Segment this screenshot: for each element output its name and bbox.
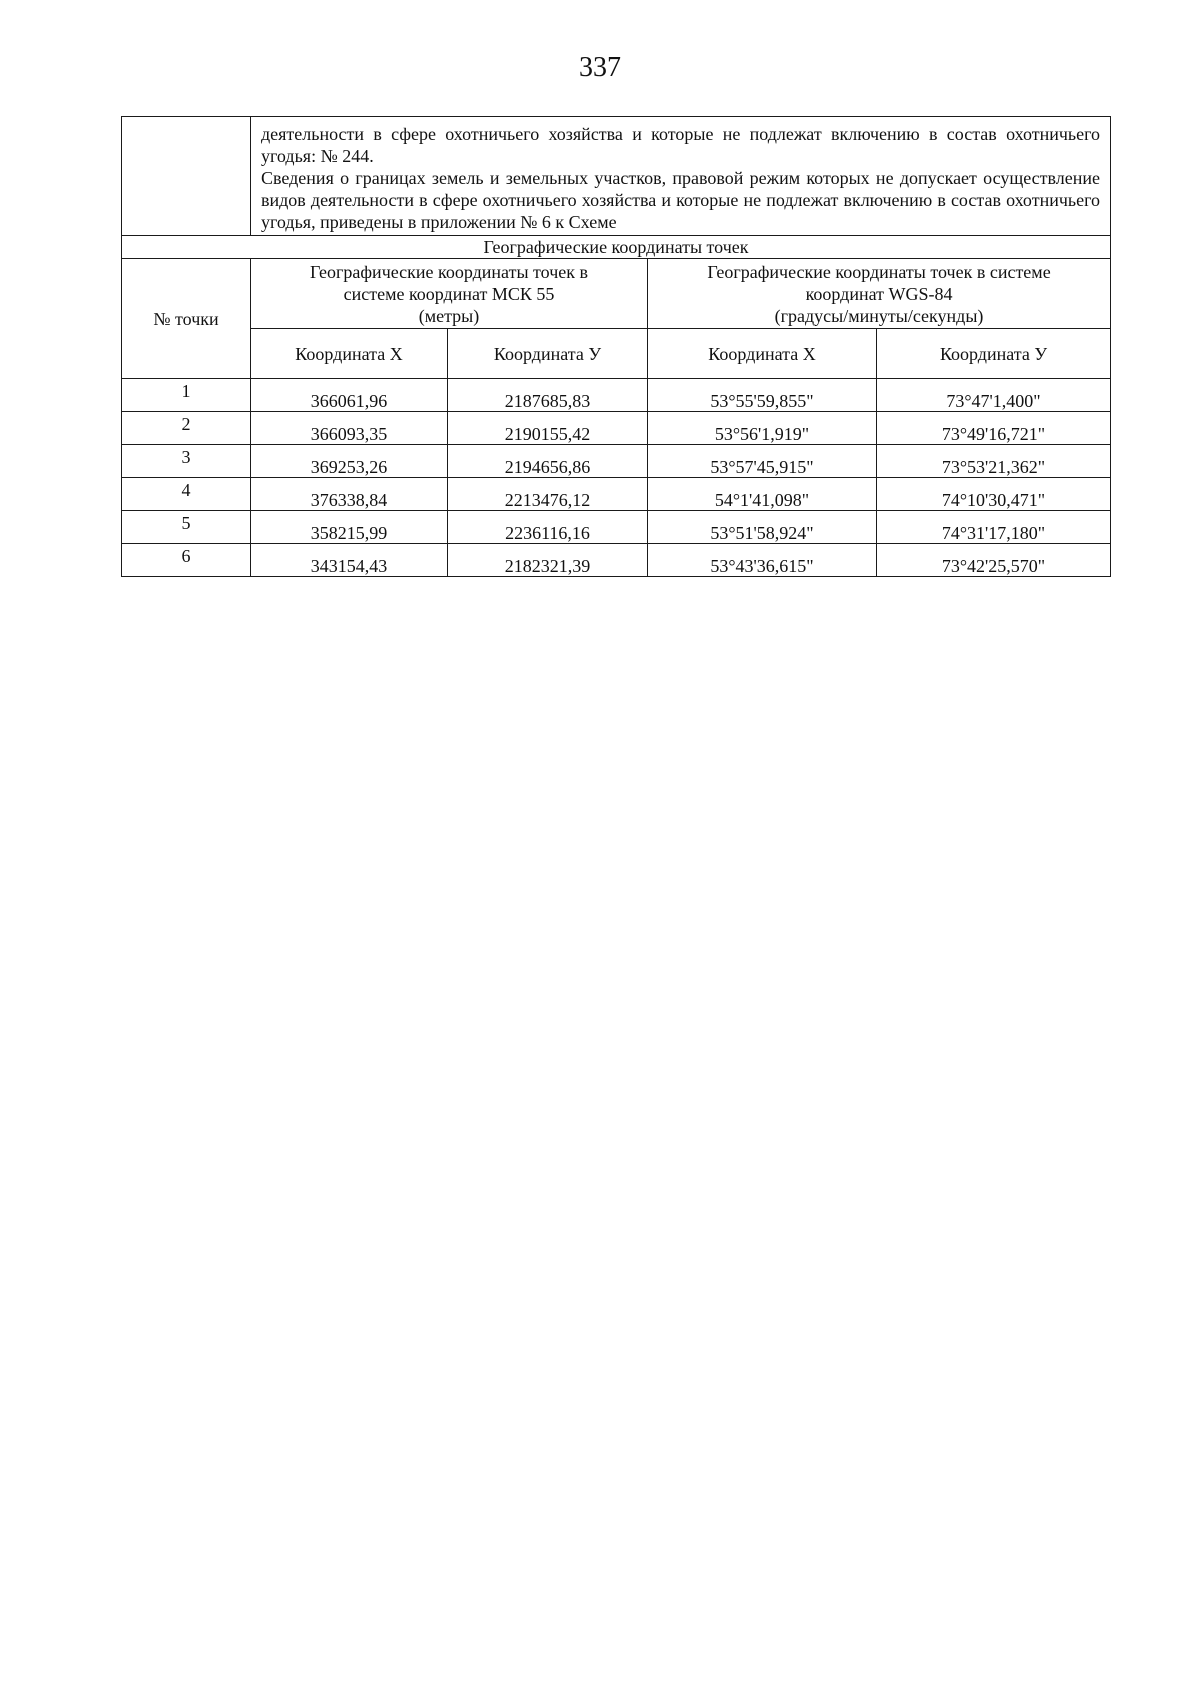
wgs-y-value: 73°53'21,362" — [877, 445, 1111, 478]
wgs-y-value: 73°49'16,721" — [877, 412, 1111, 445]
wgs-x-value: 53°57'45,915" — [648, 445, 877, 478]
wgs-group-header — [648, 259, 1111, 329]
wgs-x-header: Координата X — [648, 329, 877, 379]
point-number: 4 — [122, 478, 251, 511]
intro-empty-cell — [122, 117, 251, 236]
wgs-header-line: Географические координаты точек в системе — [707, 261, 1051, 282]
intro-paragraph: деятельности в сфере охотничьего хозяйства и которые не подлежат включению в состав охотничьего угодья: № 244. — [261, 124, 1101, 166]
msk-header-line: Географические координаты точек в — [310, 261, 588, 282]
msk-x-header: Координата X — [251, 329, 448, 379]
point-number: 6 — [122, 544, 251, 577]
wgs-y-header: Координата У — [877, 329, 1111, 379]
msk-y-value: 2182321,39 — [448, 544, 648, 577]
msk-y-value: 2194656,86 — [448, 445, 648, 478]
wgs-y-value: 73°47'1,400" — [877, 379, 1111, 412]
page-number: 337 — [579, 52, 621, 83]
table-row — [122, 445, 1111, 478]
msk-y-value: 2190155,42 — [448, 412, 648, 445]
wgs-x-value: 54°1'41,098" — [648, 478, 877, 511]
section-title: Географические координаты точек — [122, 236, 1111, 259]
wgs-x-value: 53°51'58,924" — [648, 511, 877, 544]
msk-header-line: (метры) — [418, 305, 480, 326]
wgs-header-line: (градусы/минуты/секунды) — [774, 305, 984, 326]
column-header-row — [122, 329, 1111, 379]
point-number-header: № точки — [122, 259, 251, 379]
msk-x-value: 366061,96 — [251, 379, 448, 412]
wgs-x-value: 53°43'36,615" — [648, 544, 877, 577]
msk-x-value: 358215,99 — [251, 511, 448, 544]
intro-paragraph: Сведения о границах земель и земельных участков, правовой режим которых не допускает осуществление видов деятельности в сфере охотничьего хозяйства и которые не подлежат включению в состав охотничьего угодья, приведены в приложении № 6 к Схеме — [261, 168, 1101, 232]
intro-text-cell — [251, 117, 1111, 236]
table-row — [122, 379, 1111, 412]
msk-x-value: 366093,35 — [251, 412, 448, 445]
wgs-header-line: координат WGS-84 — [805, 283, 953, 304]
point-number: 3 — [122, 445, 251, 478]
wgs-y-value: 74°10'30,471" — [877, 478, 1111, 511]
table-row — [122, 544, 1111, 577]
msk-x-value: 369253,26 — [251, 445, 448, 478]
table-row — [122, 478, 1111, 511]
intro-row — [122, 117, 1111, 236]
msk-y-value: 2187685,83 — [448, 379, 648, 412]
msk-y-value: 2213476,12 — [448, 478, 648, 511]
msk-group-header — [251, 259, 648, 329]
wgs-x-value: 53°56'1,919" — [648, 412, 877, 445]
wgs-y-value: 74°31'17,180" — [877, 511, 1111, 544]
msk-x-value: 376338,84 — [251, 478, 448, 511]
msk-x-value: 343154,43 — [251, 544, 448, 577]
table-row — [122, 412, 1111, 445]
coordinates-table — [121, 116, 1111, 577]
point-number: 1 — [122, 379, 251, 412]
point-number: 5 — [122, 511, 251, 544]
group-header-row — [122, 259, 1111, 329]
wgs-x-value: 53°55'59,855" — [648, 379, 877, 412]
wgs-y-value: 73°42'25,570" — [877, 544, 1111, 577]
section-title-row — [122, 236, 1111, 259]
msk-header-line: системе координат МСК 55 — [343, 283, 555, 304]
point-number: 2 — [122, 412, 251, 445]
msk-y-header: Координата У — [448, 329, 648, 379]
table-row — [122, 511, 1111, 544]
msk-y-value: 2236116,16 — [448, 511, 648, 544]
